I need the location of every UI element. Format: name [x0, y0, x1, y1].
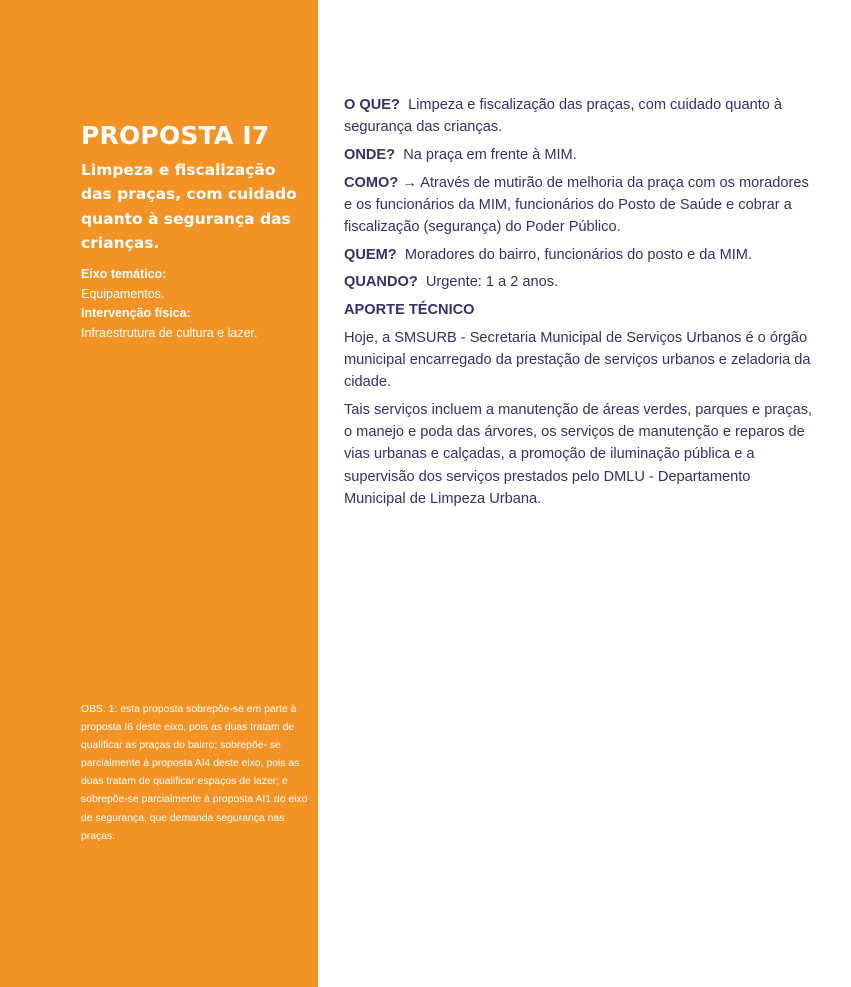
oque-label: O QUE? [344, 97, 400, 113]
onde-label: ONDE? [344, 146, 396, 163]
sidebar-panel [0, 0, 318, 987]
oque-item [344, 94, 814, 138]
quando-label: QUANDO? [344, 274, 418, 291]
quando-text: Urgente: 1 a 2 anos. [425, 274, 559, 291]
onde-text: Na praça em frente à MIM. [403, 146, 577, 163]
quando-item [344, 271, 814, 293]
quem-label: QUEM? [344, 246, 397, 263]
aporte-paragraph-2: Tais serviços incluem a manutenção de áreas verdes, parques e praças, o manejo e poda das árvores, os serviços de manutenção e reparos de vias urbanas e calçadas, a promoção de iluminação pública e a supervisão dos serviços prestados pelo DMLU - Departamento Municipal de Limpeza Urbana. [344, 401, 813, 507]
intervencao-value: Infraestrutura de cultura e lazer. [81, 325, 258, 340]
proposal-meta [81, 265, 311, 343]
quem-text: Moradores do bairro, funcionários do posto e da MIM. [404, 246, 752, 263]
intervencao-label: Intervenção física: [81, 306, 191, 320]
eixo-value: Equipamentos. [81, 286, 165, 301]
como-text: → Através de mutirão de melhoria da praça com os moradores e os funcionários da MIM, funcionários do Posto de Saúde e cobrar a fiscalização (segurança) do Poder Público. [344, 174, 809, 236]
oque-text: Limpeza e fiscalização das praças, com cuidado quanto à segurança das crianças. [344, 97, 783, 136]
aporte-paragraph-1: Hoje, a SMSURB - Secretaria Municipal de Serviços Urbanos é o órgão municipal encarregado da prestação de serviços urbanos e zeladoria da cidade. [344, 329, 811, 391]
main-content [344, 94, 814, 515]
quem-item [344, 244, 814, 266]
proposal-subtitle: Limpeza e fiscalização das praças, com cuidado quanto à segurança das crianças. [81, 161, 297, 252]
como-item [344, 172, 814, 239]
proposal-title: PROPOSTA I7 [81, 121, 270, 150]
eixo-label: Eixo temático: [81, 267, 167, 281]
como-label: COMO? [344, 174, 399, 191]
aporte-heading: APORTE TÉCNICO [344, 302, 475, 319]
obs-note: OBS. 1: esta proposta sobrepõe-se em parte à proposta I6 deste eixo, pois as duas tratam de qualificar as praças do bairro; sobrepõe- se parcialmente à proposta AI4 deste eixo, pois as duas tratam de qualificar espaços de lazer; e sobrepõe-se parcialmente à proposta AI1 do eixo de segurança, que demanda segurança nas praças. [81, 704, 308, 842]
onde-item [344, 144, 814, 166]
